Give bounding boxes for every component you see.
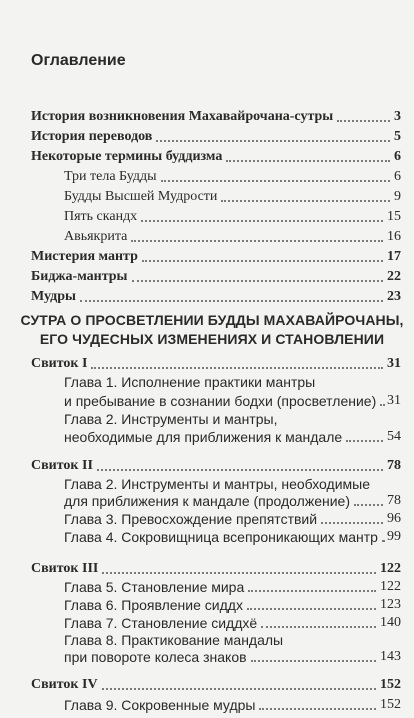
chapter-label: Глава 4. Сокровищница всепроникающих мантр — [64, 529, 378, 545]
entry-page: 78 — [387, 493, 401, 508]
chapter-entry[interactable] — [64, 507, 401, 527]
entry-page: 152 — [380, 697, 401, 712]
chapter-label: Глава 9. Сокровенные мудры — [64, 697, 256, 713]
chapter-entry[interactable] — [64, 693, 401, 713]
dot-leader — [337, 120, 390, 122]
entry-page: 5 — [394, 129, 401, 144]
entry-page: 6 — [394, 149, 401, 164]
entry-page: 143 — [380, 649, 401, 664]
entry-label: История переводов — [31, 129, 153, 144]
entry-page: 96 — [387, 511, 401, 526]
chapter-entry[interactable] — [64, 525, 401, 545]
entry-label: Мудры — [31, 289, 76, 304]
dot-leader — [382, 540, 383, 542]
chapter-label: Глава 5. Становление мира — [64, 579, 245, 595]
entry-label: Некоторые термины буддизма — [31, 149, 223, 164]
entry-label: Три тела Будды — [64, 169, 157, 184]
dot-leader — [132, 280, 384, 282]
chapter-entry[interactable] — [64, 575, 401, 595]
toc-entry[interactable] — [31, 285, 401, 305]
toc-subentry[interactable] — [64, 165, 401, 185]
chapter-line: Глава 1. Исполнение практики мантры — [64, 374, 316, 390]
entry-page: 3 — [394, 109, 401, 124]
dot-leader — [354, 504, 383, 506]
entry-page: 140 — [380, 615, 401, 630]
dot-leader — [97, 469, 383, 471]
chapter-line: Глава 2. Инструменты и мантры, — [64, 411, 278, 427]
dot-leader — [131, 240, 383, 242]
dot-leader — [221, 200, 390, 202]
dot-leader — [141, 220, 383, 222]
entry-page: 9 — [394, 189, 401, 204]
dot-leader — [102, 688, 376, 690]
scroll-entry[interactable] — [31, 557, 401, 577]
entry-page: 122 — [380, 561, 401, 576]
chapter-label: необходимые для приближения к мандале — [64, 429, 343, 445]
dot-leader — [259, 708, 376, 710]
chapter-entry[interactable] — [64, 489, 401, 509]
scroll-entry[interactable] — [31, 352, 401, 372]
entry-page: 15 — [387, 209, 401, 224]
entry-label: Авьякрита — [64, 229, 128, 244]
entry-page: 22 — [387, 269, 401, 284]
entry-page: 31 — [387, 393, 401, 408]
chapter-line: Глава 8. Практикование мандалы — [64, 632, 284, 648]
chapter-label: и пребывание в сознании бодхи (просветление) — [64, 393, 377, 409]
dot-leader — [102, 572, 376, 574]
chapter-line: Глава 2. Инструменты и мантры, необходимые — [64, 476, 370, 492]
entry-page: 122 — [380, 579, 401, 594]
entry-label: Мистерия мантр — [31, 249, 138, 264]
toc-entry[interactable] — [31, 265, 401, 285]
scroll-label: Свиток III — [31, 561, 99, 576]
toc-subentry[interactable] — [64, 225, 401, 245]
entry-page: 23 — [387, 289, 401, 304]
toc-entry[interactable] — [31, 145, 401, 165]
scroll-label: Свиток I — [31, 356, 88, 371]
chapter-entry[interactable] — [64, 425, 401, 445]
sutra-title-line: ЕГО ЧУДЕСНЫХ ИЗМЕНЕНИЯХ И СТАНОВЛЕНИИ — [39, 331, 385, 347]
dot-leader — [251, 660, 376, 662]
dot-leader — [226, 160, 390, 162]
dot-leader — [91, 367, 383, 369]
scroll-label: Свиток IV — [31, 677, 98, 692]
entry-page: 152 — [380, 677, 401, 692]
scroll-entry[interactable] — [31, 673, 401, 693]
entry-label: Пять скандх — [64, 209, 138, 224]
scroll-entry[interactable] — [31, 454, 401, 474]
chapter-entry[interactable] — [64, 611, 401, 631]
dot-leader — [161, 180, 390, 182]
entry-page: 17 — [387, 249, 401, 264]
entry-page: 16 — [387, 229, 401, 244]
dot-leader — [321, 522, 383, 524]
entry-label: Биджа-мантры — [31, 269, 128, 284]
chapter-label: для приближения к мандале (продолжение) — [64, 493, 350, 509]
sutra-title-line: СУТРА О ПРОСВЕТЛЕНИИ БУДДЫ МАХАВАЙРОЧАНЫ, — [20, 312, 404, 328]
dot-leader — [247, 608, 376, 610]
toc-entry[interactable] — [31, 105, 401, 125]
entry-page: 99 — [387, 529, 401, 544]
dot-leader — [142, 260, 383, 262]
toc-subentry[interactable] — [64, 205, 401, 225]
chapter-label: при повороте колеса знаков — [64, 649, 247, 665]
dot-leader — [261, 626, 376, 628]
chapter-label: Глава 7. Становление сиддхё — [64, 615, 258, 631]
chapter-entry[interactable] — [64, 389, 401, 409]
toc-entry[interactable] — [31, 125, 401, 145]
entry-page: 54 — [387, 429, 401, 444]
entry-page: 78 — [387, 458, 401, 473]
chapter-entry[interactable] — [64, 593, 401, 613]
dot-leader — [80, 300, 383, 302]
entry-page: 31 — [387, 356, 401, 371]
dot-leader — [156, 140, 390, 142]
scroll-label: Свиток II — [31, 458, 93, 473]
entry-page: 123 — [380, 597, 401, 612]
toc-entry[interactable] — [31, 245, 401, 265]
chapter-label: Глава 6. Проявление сиддх — [64, 597, 243, 613]
chapter-entry[interactable] — [64, 645, 401, 665]
dot-leader — [380, 404, 383, 406]
chapter-label: Глава 3. Превосхождение препятствий — [64, 511, 318, 527]
entry-label: История возникновения Махавайрочана-сутры — [31, 109, 334, 124]
dot-leader — [248, 590, 376, 592]
entry-label: Будды Высшей Мудрости — [64, 189, 218, 204]
toc-title: Оглавление — [31, 52, 126, 69]
entry-page: 6 — [394, 169, 401, 184]
dot-leader — [346, 440, 383, 442]
toc-subentry[interactable] — [64, 185, 401, 205]
